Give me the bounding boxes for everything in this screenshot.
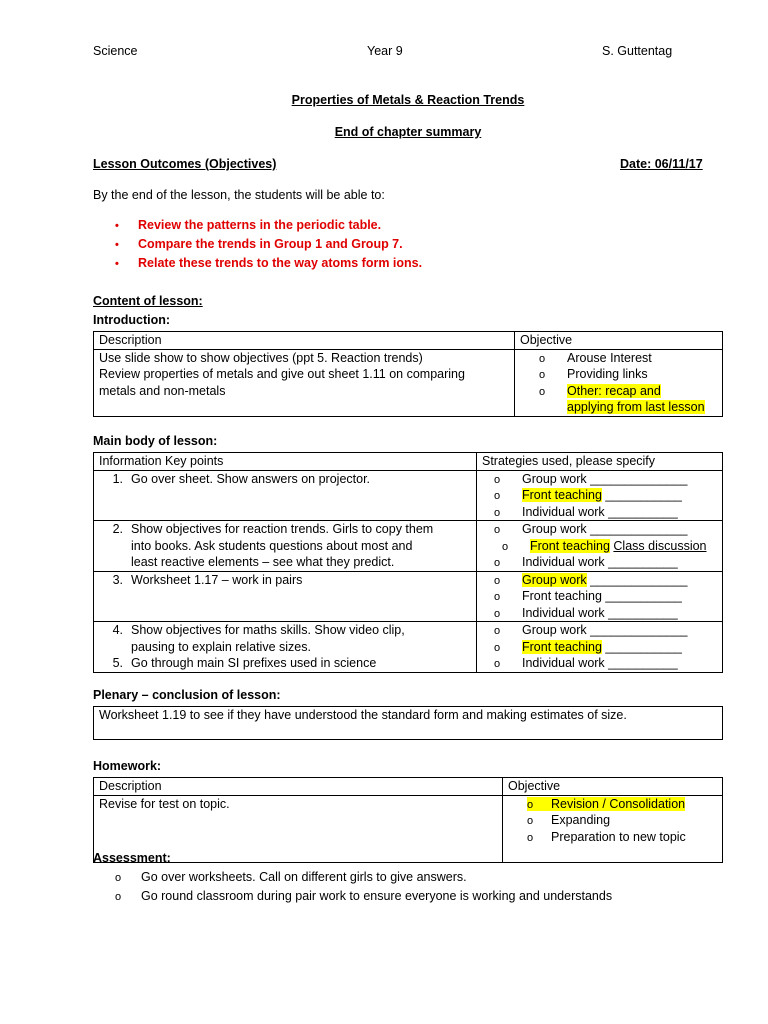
assessment-item: o Go over worksheets. Call on different girls to give answers.: [115, 870, 467, 884]
main-body-heading: Main body of lesson:: [93, 434, 218, 448]
plenary-heading: Plenary – conclusion of lesson:: [93, 688, 281, 702]
main-row-strategies: o Group work ______________ o Front teaching ___________ o Individual work __________: [477, 470, 723, 521]
main-row-strategies: o Group work ______________ o Front teaching ___________ o Individual work __________: [477, 622, 723, 673]
plenary-table: [93, 706, 723, 740]
assessment-heading: Assessment:: [93, 851, 171, 865]
page-subtitle: End of chapter summary: [334, 125, 482, 139]
intro-col-description: Description: [94, 332, 515, 350]
teacher: S. Guttentag: [602, 44, 673, 58]
intro-table: [93, 331, 723, 417]
homework-col-objective: Objective: [503, 778, 723, 796]
homework-objectives: o Revision / Consolidation o Expanding o Preparation to new topic: [503, 795, 723, 862]
page-title: Properties of Metals & Reaction Trends: [291, 93, 525, 107]
homework-col-description: Description: [94, 778, 503, 796]
outcome-item: • Relate these trends to the way atoms form ions.: [115, 256, 423, 270]
subject: Science: [93, 44, 138, 58]
homework-table: [93, 777, 723, 863]
introduction-heading: Introduction:: [93, 313, 171, 327]
outcomes-intro: By the end of the lesson, the students will be able to:: [93, 188, 385, 202]
intro-description: Use slide show to show objectives (ppt 5. Reaction trends) Review properties of metals and give out sheet 1.11 on comparing metals and non-metals: [94, 349, 515, 416]
main-row-strategies: o Group work ______________ o Front teaching ___________ o Individual work __________: [477, 571, 723, 622]
assessment-item: o Go round classroom during pair work to ensure everyone is working and understands: [115, 889, 613, 903]
content-heading: Content of lesson:: [93, 294, 203, 308]
main-row-keypoints: 3. Worksheet 1.17 – work in pairs: [94, 571, 477, 622]
homework-heading: Homework:: [93, 759, 162, 773]
year: Year 9: [367, 44, 403, 58]
homework-description: Revise for test on topic.: [94, 795, 503, 862]
outcomes-heading: Lesson Outcomes (Objectives): [93, 157, 277, 171]
main-row-keypoints: 4. Show objectives for maths skills. Show video clip, pausing to explain relative sizes. 5. Go through main SI prefixes used in science: [94, 622, 477, 673]
main-col-strategies: Strategies used, please specify: [477, 453, 723, 471]
intro-col-objective: Objective: [515, 332, 723, 350]
outcome-item: • Review the patterns in the periodic table.: [115, 218, 382, 232]
outcome-item: • Compare the trends in Group 1 and Group 7.: [115, 237, 403, 251]
lesson-date: Date: 06/11/17: [620, 157, 703, 171]
main-row-strategies: o Group work ______________ o Front teaching Class discussion o Individual work __________: [477, 521, 723, 572]
plenary-text: Worksheet 1.19 to see if they have understood the standard form and making estimates of size.: [94, 707, 723, 740]
intro-objectives: o Arouse Interest o Providing links o Other: recap and applying from last lesson: [515, 349, 723, 416]
main-row-keypoints: 2. Show objectives for reaction trends. Girls to copy them into books. Ask students questions about most and least reactive elements – see what they predict.: [94, 521, 477, 572]
main-col-keypoints: Information Key points: [94, 453, 477, 471]
main-row-keypoints: 1. Go over sheet. Show answers on projector.: [94, 470, 477, 521]
main-body-table: [93, 452, 723, 673]
